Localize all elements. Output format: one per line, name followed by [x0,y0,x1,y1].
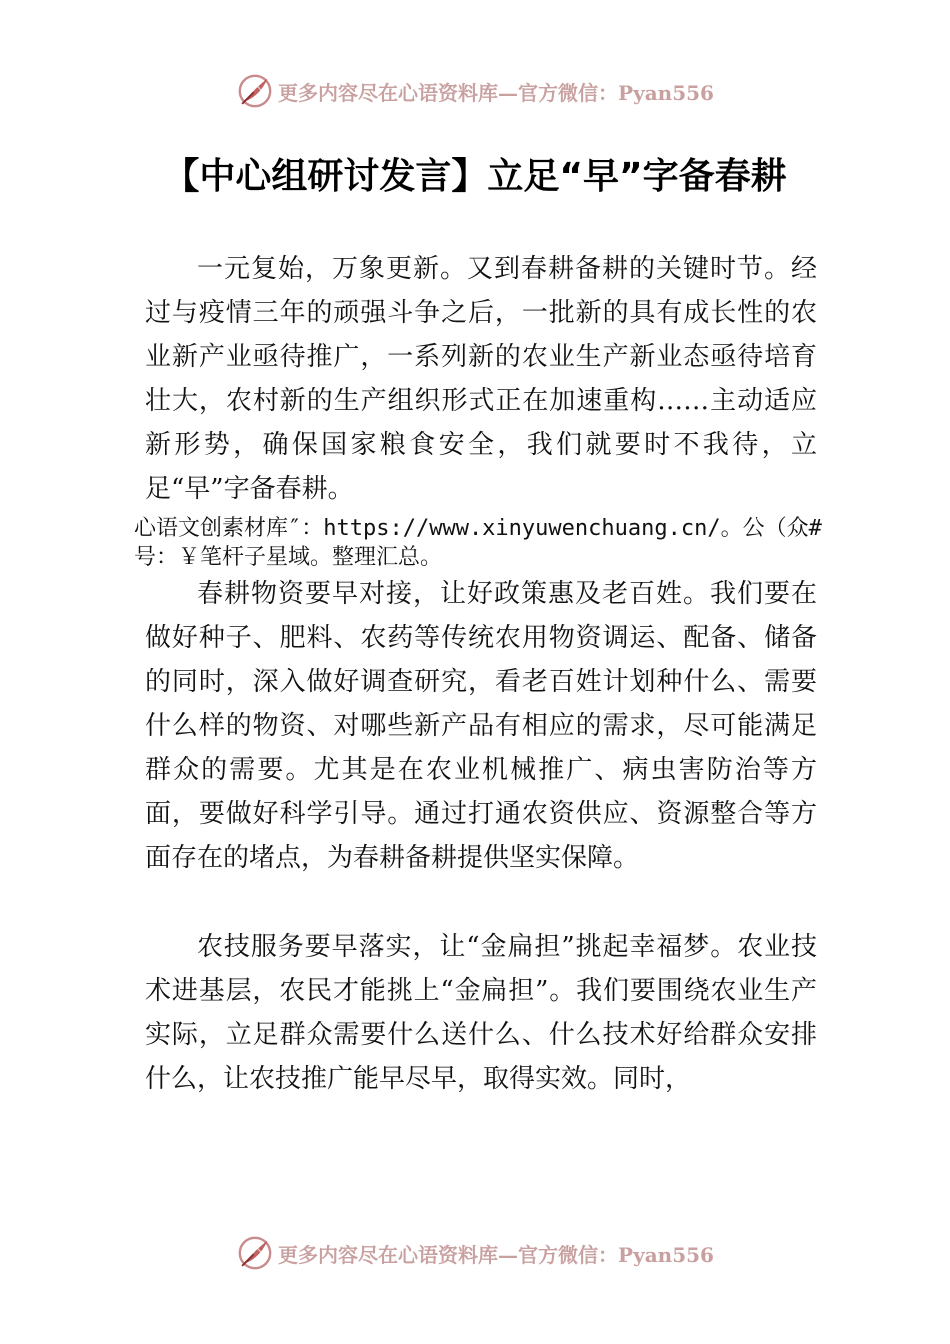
document-title: 【中心组研讨发言】立足“早”字备春耕 [163,156,787,197]
header-banner-text: 更多内容尽在心语资料库—官方微信：Pyan556 [278,80,714,105]
paragraph-1: 一元复始，万象更新。又到春耕备耕的关键时节。经过与疫情三年的顽强斗争之后，一批新的具有成长性的农业新产业亟待推广，一系列新的农业生产新业态亟待培育壮大，农村新的生产组织形式正在加速重构……主动适应新形势，确保国家粮食安全，我们就要时不我待，立足“早”字备春耕。 [145,254,817,504]
paragraph-2: 春耕物资要早对接，让好政策惠及老百姓。我们要在做好种子、肥料、农药等传统农用物资调运、配备、储备的同时，深入做好调查研究，看老百姓计划种什么、需要什么样的物资、对哪些新产品有相应的需求，尽可能满足群众的需要。尤其是在农业机械推广、病虫害防治等方面，要做好科学引导。通过打通农资供应、资源整合等方面存在的堵点，为春耕备耕提供坚实保障。 [145,579,817,873]
paragraph-3: 农技服务要早落实，让“金扁担”挑起幸福梦。农业技术进基层，农民才能挑上“金扁担”。我们要围绕农业生产实际，立足群众需要什么送什么、什么技术好给群众安排什么，让农技推广能早尽早，取得实效。同时， [145,932,817,1094]
source-note: 心语文创素材库″：https://www.xinyuwenchuang.cn/。公（众#号：￥笔杆子星域。整理汇总。 [134,516,822,570]
feather-pen-logo-icon [236,1234,274,1272]
feather-pen-logo-icon [236,72,274,110]
footer-banner [0,1228,950,1278]
header-banner [0,66,950,116]
footer-banner-text: 更多内容尽在心语资料库—官方微信：Pyan556 [278,1242,714,1267]
